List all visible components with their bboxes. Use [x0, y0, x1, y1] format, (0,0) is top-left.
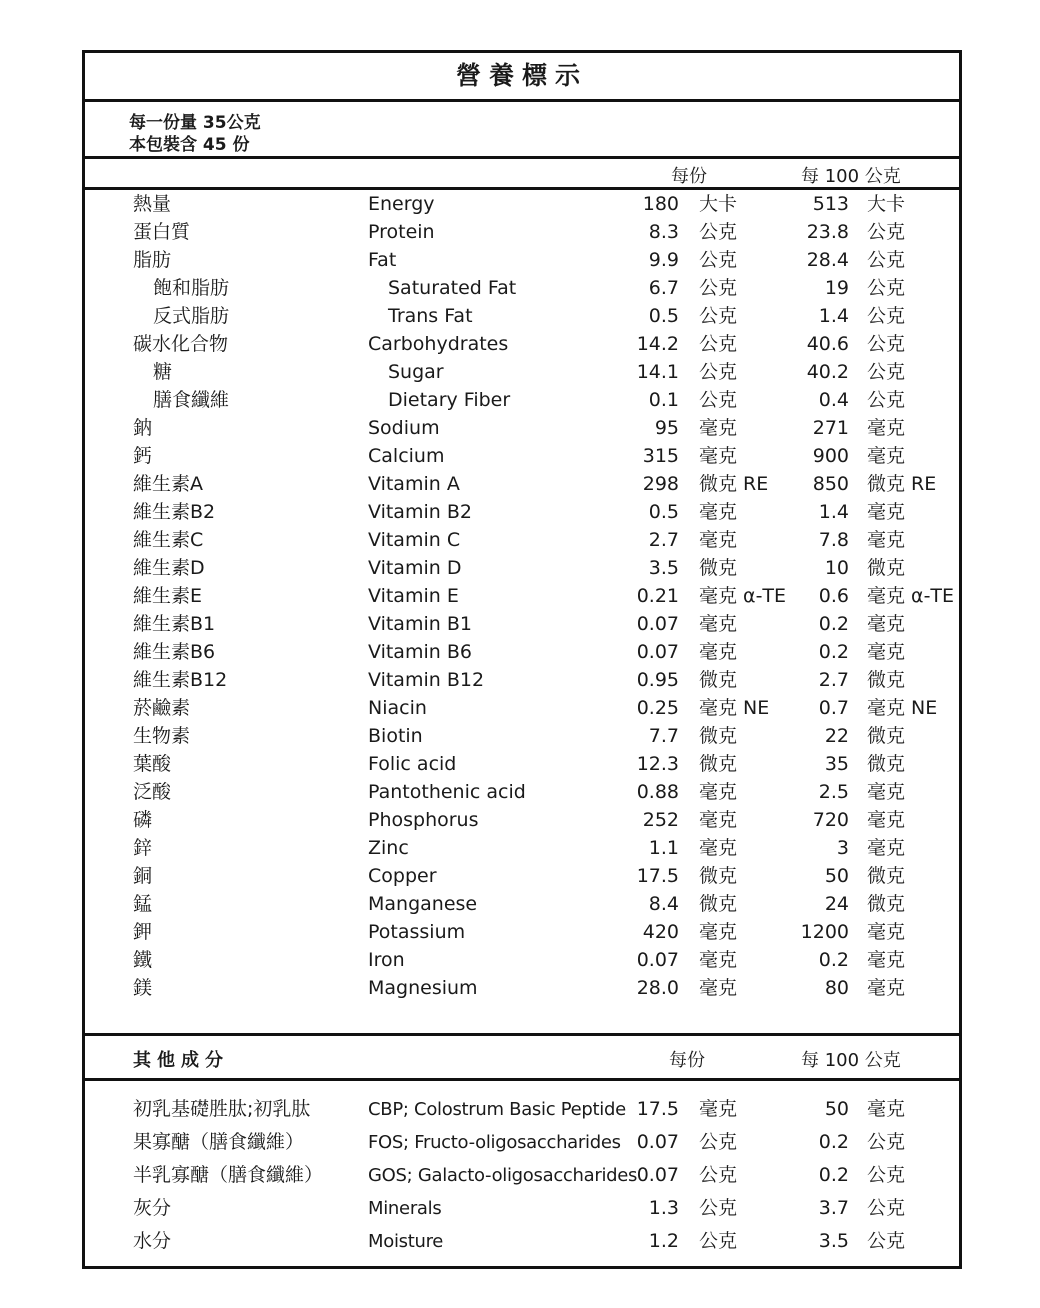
nutrient-row: [85, 386, 959, 414]
nutrient-row: [85, 498, 959, 526]
nutrient-name-en: Niacin: [368, 697, 427, 719]
nutrient-row: [85, 190, 959, 218]
per-100g-value: 0.2: [818, 613, 849, 635]
per-100g-value: 0.4: [818, 389, 849, 411]
nutrient-name-en: Magnesium: [368, 977, 478, 999]
nutrient-row: [85, 610, 959, 638]
per-serving-value: 3.5: [648, 557, 679, 579]
per-100g-unit: 毫克: [867, 641, 906, 663]
per-100g-value: 1200: [800, 921, 849, 943]
nutrient-name-zh: 蛋白質: [133, 221, 191, 243]
per-serving-value: 298: [642, 473, 679, 495]
other-ingredients-header: [85, 1033, 959, 1081]
nutrient-row: [85, 666, 959, 694]
nutrient-row: [85, 470, 959, 498]
nutrient-name-zh: 錳: [133, 893, 153, 915]
ingredient-name-zh: 水分: [133, 1230, 172, 1252]
nutrient-name-zh: 維生素B12: [133, 669, 228, 691]
per-100g-unit: 毫克: [867, 809, 906, 831]
per-100g-unit: 毫克: [867, 445, 906, 467]
nutrient-row: [85, 330, 959, 358]
per-serving-value: 14.2: [636, 333, 679, 355]
per-100g-value: 28.4: [806, 249, 849, 271]
per-100g-value: 50: [824, 1098, 849, 1120]
per-100g-value: 3.5: [818, 1230, 849, 1252]
ingredient-name-zh: 初乳基礎胜肽;初乳肽: [133, 1098, 311, 1120]
per-serving-value: 420: [642, 921, 679, 943]
per-100g-value: 19: [824, 277, 849, 299]
per-serving-value: 0.25: [636, 697, 679, 719]
nutrient-name-en: Protein: [368, 221, 435, 243]
per-100g-unit: 公克: [867, 361, 906, 383]
nutrient-row: [85, 218, 959, 246]
nutrient-name-zh: 維生素B1: [133, 613, 216, 635]
other-col-per-serving: 每份: [669, 1050, 705, 1071]
nutrient-row: [85, 246, 959, 274]
per-serving-value: 17.5: [636, 865, 679, 887]
per-serving-unit: 毫克: [699, 781, 738, 803]
per-100g-value: 900: [812, 445, 849, 467]
per-serving-unit: 公克: [699, 221, 738, 243]
other-ingredient-row: [85, 1093, 959, 1126]
per-100g-value: 850: [812, 473, 849, 495]
nutrient-row: [85, 722, 959, 750]
per-100g-unit: 公克: [867, 305, 906, 327]
nutrient-name-en: Trans Fat: [388, 305, 473, 327]
per-100g-unit: 公克: [867, 1197, 906, 1219]
nutrient-name-zh: 熱量: [133, 193, 172, 215]
per-100g-value: 513: [812, 193, 849, 215]
per-serving-unit: 公克: [699, 1131, 738, 1153]
per-serving-value: 0.07: [636, 1164, 679, 1186]
nutrient-row: [85, 890, 959, 918]
per-serving-unit: 公克: [699, 361, 738, 383]
per-serving-unit: 公克: [699, 1164, 738, 1186]
nutrient-name-zh: 鋅: [133, 837, 153, 859]
per-100g-unit: 公克: [867, 1164, 906, 1186]
per-serving-unit: 毫克: [699, 445, 738, 467]
per-serving-unit: 毫克 α-TE: [699, 585, 787, 607]
per-serving-unit: 毫克 NE: [699, 697, 770, 719]
per-serving-unit: 公克: [699, 389, 738, 411]
ingredient-name-zh: 灰分: [133, 1197, 172, 1219]
per-100g-unit: 毫克: [867, 417, 906, 439]
nutrient-row: [85, 806, 959, 834]
per-100g-unit: 毫克: [867, 613, 906, 635]
per-100g-value: 10: [824, 557, 849, 579]
per-100g-value: 24: [824, 893, 849, 915]
per-100g-value: 35: [824, 753, 849, 775]
per-100g-unit: 毫克: [867, 837, 906, 859]
per-serving-value: 8.3: [648, 221, 679, 243]
per-serving-value: 2.7: [648, 529, 679, 551]
per-serving-unit: 毫克: [699, 949, 738, 971]
other-ingredient-row: [85, 1225, 959, 1258]
per-100g-value: 0.2: [818, 949, 849, 971]
per-serving-unit: 微克: [699, 753, 738, 775]
per-100g-value: 720: [812, 809, 849, 831]
per-100g-unit: 毫克: [867, 781, 906, 803]
nutrient-name-en: Zinc: [368, 837, 409, 859]
nutrient-row: [85, 582, 959, 610]
per-100g-value: 40.6: [806, 333, 849, 355]
per-serving-unit: 大卡: [699, 193, 738, 215]
nutrient-name-en: Vitamin B1: [368, 613, 472, 635]
serving-size: 每一份量 35公克: [129, 113, 261, 133]
per-serving-value: 6.7: [648, 277, 679, 299]
nutrient-name-zh: 銅: [133, 865, 153, 887]
per-serving-value: 9.9: [648, 249, 679, 271]
nutrient-name-zh: 鈣: [133, 445, 153, 467]
nutrient-name-en: Sodium: [368, 417, 440, 439]
label-title: 營養標示: [85, 53, 959, 102]
per-serving-unit: 公克: [699, 333, 738, 355]
per-100g-unit: 毫克 α-TE: [867, 585, 955, 607]
nutrient-name-zh: 磷: [133, 809, 153, 831]
per-serving-value: 0.07: [636, 949, 679, 971]
nutrient-row: [85, 638, 959, 666]
nutrient-name-en: Copper: [368, 865, 437, 887]
nutrient-name-zh: 飽和脂肪: [153, 277, 230, 299]
per-100g-value: 2.5: [818, 781, 849, 803]
per-serving-value: 315: [642, 445, 679, 467]
nutrient-row: [85, 834, 959, 862]
per-100g-unit: 毫克: [867, 949, 906, 971]
nutrient-name-en: Vitamin C: [368, 529, 461, 551]
ingredient-name-zh: 果寡醣（膳食纖維）: [133, 1131, 305, 1153]
per-serving-value: 7.7: [648, 725, 679, 747]
per-serving-unit: 毫克: [699, 977, 738, 999]
per-serving-value: 0.5: [648, 501, 679, 523]
per-serving-unit: 毫克: [699, 417, 738, 439]
ingredient-name-en: CBP; Colostrum Basic Peptide: [368, 1099, 626, 1120]
nutrient-row: [85, 414, 959, 442]
per-serving-value: 17.5: [636, 1098, 679, 1120]
nutrient-name-zh: 維生素D: [133, 557, 205, 579]
per-serving-value: 0.21: [636, 585, 679, 607]
nutrient-name-zh: 泛酸: [133, 781, 172, 803]
nutrient-row: [85, 750, 959, 778]
per-serving-unit: 毫克: [699, 809, 738, 831]
nutrient-name-en: Sugar: [388, 361, 444, 383]
nutrient-name-zh: 糖: [153, 361, 173, 383]
nutrient-name-zh: 維生素B2: [133, 501, 216, 523]
per-serving-value: 0.5: [648, 305, 679, 327]
other-ingredients-title: 其他成分: [133, 1050, 229, 1071]
per-100g-unit: 公克: [867, 389, 906, 411]
per-serving-unit: 毫克: [699, 921, 738, 943]
per-serving-value: 0.07: [636, 641, 679, 663]
per-100g-value: 0.2: [818, 1164, 849, 1186]
per-100g-value: 1.4: [818, 305, 849, 327]
per-100g-unit: 大卡: [867, 193, 906, 215]
per-serving-value: 0.95: [636, 669, 679, 691]
col-per-100g: 每 100 公克: [801, 166, 901, 187]
per-serving-value: 0.1: [648, 389, 679, 411]
nutrient-name-en: Dietary Fiber: [388, 389, 511, 411]
per-serving-unit: 微克: [699, 557, 738, 579]
per-serving-value: 12.3: [636, 753, 679, 775]
per-serving-unit: 公克: [699, 1197, 738, 1219]
per-100g-value: 2.7: [818, 669, 849, 691]
per-100g-unit: 公克: [867, 333, 906, 355]
other-ingredient-row: [85, 1126, 959, 1159]
nutrient-name-en: Phosphorus: [368, 809, 479, 831]
per-serving-unit: 微克 RE: [699, 473, 769, 495]
nutrient-row: [85, 862, 959, 890]
per-serving-unit: 毫克: [699, 529, 738, 551]
nutrient-row: [85, 554, 959, 582]
nutrient-row: [85, 974, 959, 1002]
per-100g-value: 50: [824, 865, 849, 887]
nutrient-name-zh: 反式脂肪: [153, 305, 230, 327]
nutrient-name-en: Vitamin B6: [368, 641, 472, 663]
per-100g-unit: 毫克: [867, 921, 906, 943]
ingredient-name-en: Moisture: [368, 1231, 444, 1252]
per-100g-unit: 公克: [867, 1230, 906, 1252]
per-100g-unit: 微克: [867, 893, 906, 915]
nutrient-name-zh: 脂肪: [133, 249, 172, 271]
nutrient-name-zh: 膳食纖維: [153, 389, 230, 411]
nutrient-name-en: Carbohydrates: [368, 333, 509, 355]
per-serving-unit: 公克: [699, 277, 738, 299]
nutrient-row: [85, 526, 959, 554]
nutrient-name-en: Pantothenic acid: [368, 781, 526, 803]
per-100g-unit: 微克: [867, 865, 906, 887]
per-100g-value: 3.7: [818, 1197, 849, 1219]
per-serving-value: 1.3: [648, 1197, 679, 1219]
per-serving-unit: 公克: [699, 1230, 738, 1252]
per-100g-unit: 毫克: [867, 501, 906, 523]
nutrient-name-zh: 生物素: [133, 725, 191, 747]
per-100g-value: 3: [836, 837, 849, 859]
nutrient-name-en: Vitamin A: [368, 473, 460, 495]
ingredient-name-zh: 半乳寡醣（膳食纖維）: [133, 1164, 324, 1186]
per-serving-value: 95: [654, 417, 679, 439]
nutrient-name-en: Potassium: [368, 921, 466, 943]
per-serving-value: 28.0: [636, 977, 679, 999]
per-serving-unit: 公克: [699, 305, 738, 327]
per-serving-unit: 毫克: [699, 501, 738, 523]
nutrient-name-zh: 維生素B6: [133, 641, 216, 663]
nutrient-name-zh: 鐵: [133, 949, 153, 971]
per-100g-value: 22: [824, 725, 849, 747]
nutrient-name-zh: 碳水化合物: [133, 333, 229, 355]
nutrient-name-en: Saturated Fat: [388, 277, 517, 299]
nutrient-name-zh: 葉酸: [133, 753, 172, 775]
per-100g-unit: 微克: [867, 725, 906, 747]
nutrient-row: [85, 918, 959, 946]
nutrient-name-zh: 維生素A: [133, 473, 203, 495]
per-100g-value: 23.8: [806, 221, 849, 243]
nutrient-row: [85, 694, 959, 722]
per-100g-unit: 毫克 NE: [867, 697, 938, 719]
nutrient-name-en: Energy: [368, 193, 435, 215]
nutrient-row: [85, 778, 959, 806]
per-100g-unit: 公克: [867, 249, 906, 271]
per-serving-value: 1.1: [648, 837, 679, 859]
nutrient-row: [85, 442, 959, 470]
col-per-serving: 每份: [671, 166, 707, 187]
nutrient-name-en: Fat: [368, 249, 397, 271]
per-serving-unit: 微克: [699, 669, 738, 691]
per-100g-value: 1.4: [818, 501, 849, 523]
per-100g-value: 40.2: [806, 361, 849, 383]
nutrient-name-en: Folic acid: [368, 753, 457, 775]
nutrient-name-en: Calcium: [368, 445, 445, 467]
nutrient-row: [85, 302, 959, 330]
per-serving-unit: 毫克: [699, 613, 738, 635]
nutrient-name-en: Iron: [368, 949, 405, 971]
ingredient-name-en: Minerals: [368, 1198, 442, 1219]
per-100g-value: 271: [812, 417, 849, 439]
servings-per-pack: 本包裝含 45 份: [129, 135, 250, 155]
per-serving-unit: 公克: [699, 249, 738, 271]
per-100g-unit: 毫克: [867, 529, 906, 551]
per-100g-value: 0.2: [818, 641, 849, 663]
ingredient-name-en: FOS; Fructo-oligosaccharides: [368, 1132, 621, 1153]
per-100g-unit: 微克 RE: [867, 473, 937, 495]
per-100g-value: 7.8: [818, 529, 849, 551]
per-serving-value: 180: [642, 193, 679, 215]
per-serving-unit: 微克: [699, 725, 738, 747]
nutrient-name-en: Vitamin D: [368, 557, 462, 579]
nutrient-name-zh: 鉀: [133, 921, 153, 943]
per-100g-value: 0.6: [818, 585, 849, 607]
per-serving-value: 0.88: [636, 781, 679, 803]
nutrition-label: [82, 50, 962, 1269]
per-serving-value: 14.1: [636, 361, 679, 383]
nutrient-row: [85, 946, 959, 974]
per-100g-value: 0.7: [818, 697, 849, 719]
nutrient-name-en: Vitamin E: [368, 585, 459, 607]
per-serving-unit: 毫克: [699, 837, 738, 859]
per-serving-unit: 微克: [699, 865, 738, 887]
per-100g-unit: 公克: [867, 1131, 906, 1153]
per-100g-value: 0.2: [818, 1131, 849, 1153]
per-100g-unit: 毫克: [867, 977, 906, 999]
per-100g-unit: 公克: [867, 277, 906, 299]
ingredient-name-en: GOS; Galacto-oligosaccharides: [368, 1165, 638, 1186]
per-serving-value: 252: [642, 809, 679, 831]
nutrient-name-zh: 維生素C: [133, 529, 204, 551]
per-serving-unit: 微克: [699, 893, 738, 915]
nutrient-row: [85, 274, 959, 302]
nutrient-row: [85, 358, 959, 386]
per-100g-unit: 微克: [867, 753, 906, 775]
per-serving-unit: 毫克: [699, 1098, 738, 1120]
other-ingredient-row: [85, 1159, 959, 1192]
other-col-per-100g: 每 100 公克: [801, 1050, 901, 1071]
other-ingredient-row: [85, 1192, 959, 1225]
serving-info: [85, 102, 959, 159]
column-header: [85, 159, 959, 190]
nutrient-name-zh: 鈉: [133, 417, 153, 439]
nutrient-name-en: Vitamin B2: [368, 501, 472, 523]
per-100g-value: 80: [824, 977, 849, 999]
per-serving-value: 0.07: [636, 613, 679, 635]
nutrient-name-en: Vitamin B12: [368, 669, 485, 691]
per-serving-value: 0.07: [636, 1131, 679, 1153]
per-serving-value: 8.4: [648, 893, 679, 915]
per-100g-unit: 毫克: [867, 1098, 906, 1120]
per-serving-value: 1.2: [648, 1230, 679, 1252]
nutrient-name-zh: 鎂: [133, 977, 153, 999]
per-100g-unit: 微克: [867, 669, 906, 691]
nutrient-name-en: Biotin: [368, 725, 423, 747]
nutrient-name-zh: 維生素E: [133, 585, 203, 607]
per-100g-unit: 公克: [867, 221, 906, 243]
nutrient-name-en: Manganese: [368, 893, 478, 915]
per-serving-unit: 毫克: [699, 641, 738, 663]
nutrient-name-zh: 菸鹼素: [133, 697, 191, 719]
per-100g-unit: 微克: [867, 557, 906, 579]
